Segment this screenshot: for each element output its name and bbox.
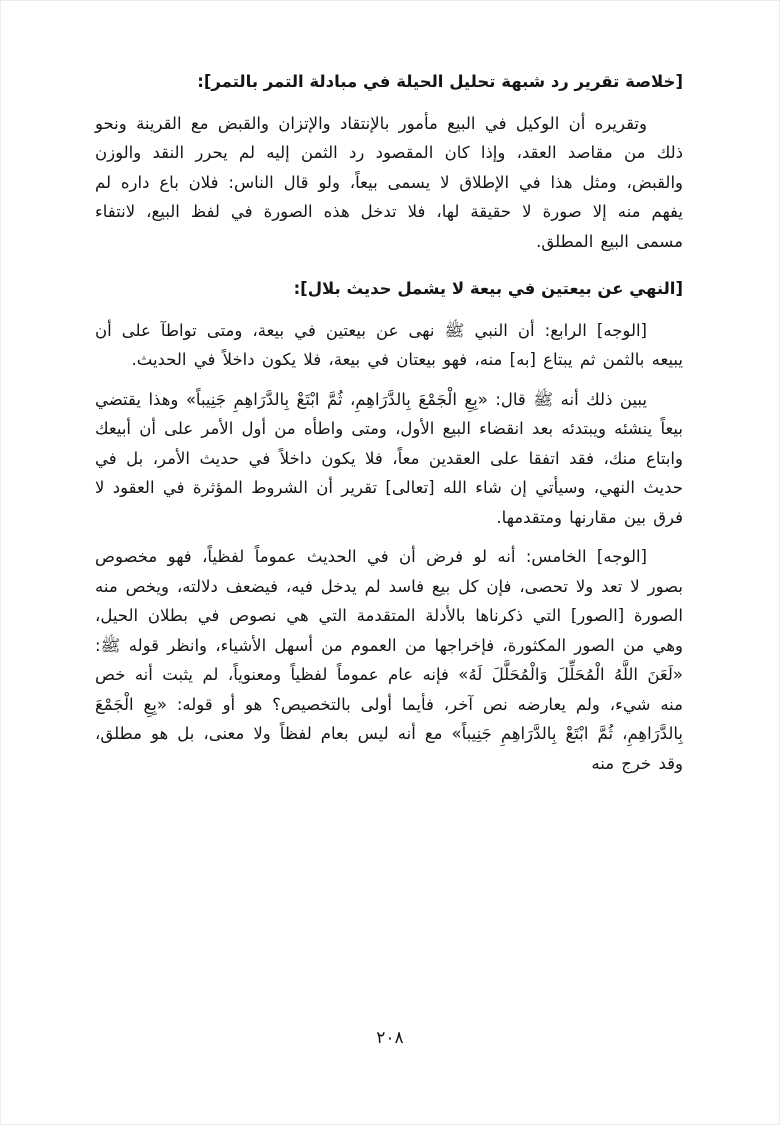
paragraph-fourth-aspect: [الوجه] الرابع: أن النبي ﷺ نهى عن بيعتين في بيعة، ومتى تواطآ على أن يبيعه بالثمن ثم يبتاع [به] منه، فهو بيعتان في بيعة، فلا يكون داخلاً في الحديث.: [95, 320, 683, 369]
page-text-block: [95, 67, 683, 788]
paragraph-hadith-explanation: يبين ذلك أنه ﷺ قال: «بِعِ الْجَمْعَ بِالدَّرَاهِمِ، ثُمَّ ابْتَعْ بِالدَّرَاهِمِ جَنِيباً» وهذا يقتضي بيعاً ينشئه ويبتدئه بعد انقضاء البيع الأول، ومتى واطأه من أول الأمر على أن أبيعك وابتاع منك، فقد اتفقا على العقدين معاً، فلا يكون داخلاً في حديث الأمر، بل في حديث النهي، وسيأتي إن شاء الله [تعالى] تقرير أن الشروط المؤثرة في العقود لا فرق بين مقارنها ومتقدمها.: [95, 389, 683, 527]
page-number: ٢٠٨: [376, 1028, 404, 1048]
section-heading-summary: [خلاصة تقرير رد شبهة تحليل الحيلة في مبادلة التمر بالتمر]:: [197, 72, 683, 91]
paragraph-fifth-aspect: [الوجه] الخامس: أنه لو فرض أن في الحديث عموماً لفظياً، فهو مخصوص بصور لا تعد ولا تحصى، فإن كل بيع فاسد لم يدخل فيه، فيضعف دلالته، ويخص منه الصورة [الصور] التي ذكرناها بالأدلة المتقدمة التي هي نصوص في بطلان الحيل، وهي من الصور المكثورة، فإخراجها من العموم من أسهل الأشياء، وانظر قوله ﷺ: «لَعَنَ اللَّهُ الْمُحَلِّلَ وَالْمُحَلَّلَ لَهُ» فإنه عام عموماً لفظياً ومعنوياً، لم يثبت أنه خص منه شيء، ولم يعارضه نص آخر، فأيما أولى بالتخصيص؟ هو أو قوله: «بِعِ الْجَمْعَ بِالدَّرَاهِمِ، ثُمَّ ابْتَعْ بِالدَّرَاهِمِ جَنِيباً» مع أنه ليس بعام لفظاً ولا معنى، بل هو مطلق، وقد خرج منه: [95, 547, 683, 773]
paragraph-wakil-explanation: وتقريره أن الوكيل في البيع مأمور بالإنتقاد والإتزان والقبض مع القرينة ونحو ذلك من مقاصد العقد، وإذا كان المقصود رد الثمن إليه لم يحرر النقد والوزن والقبض، ومثل هذا في الإطلاق لا يسمى بيعاً، ولو قال الناس: فلان باع داره لم يفهم منه إلا صورة لا حقيقة لها، فلا تدخل هذه الصورة في لفظ البيع، لانتفاء مسمى البيع المطلق.: [95, 113, 683, 251]
section-heading-two-sales: [النهي عن بيعتين في بيعة لا يشمل حديث بلال]:: [293, 279, 683, 298]
